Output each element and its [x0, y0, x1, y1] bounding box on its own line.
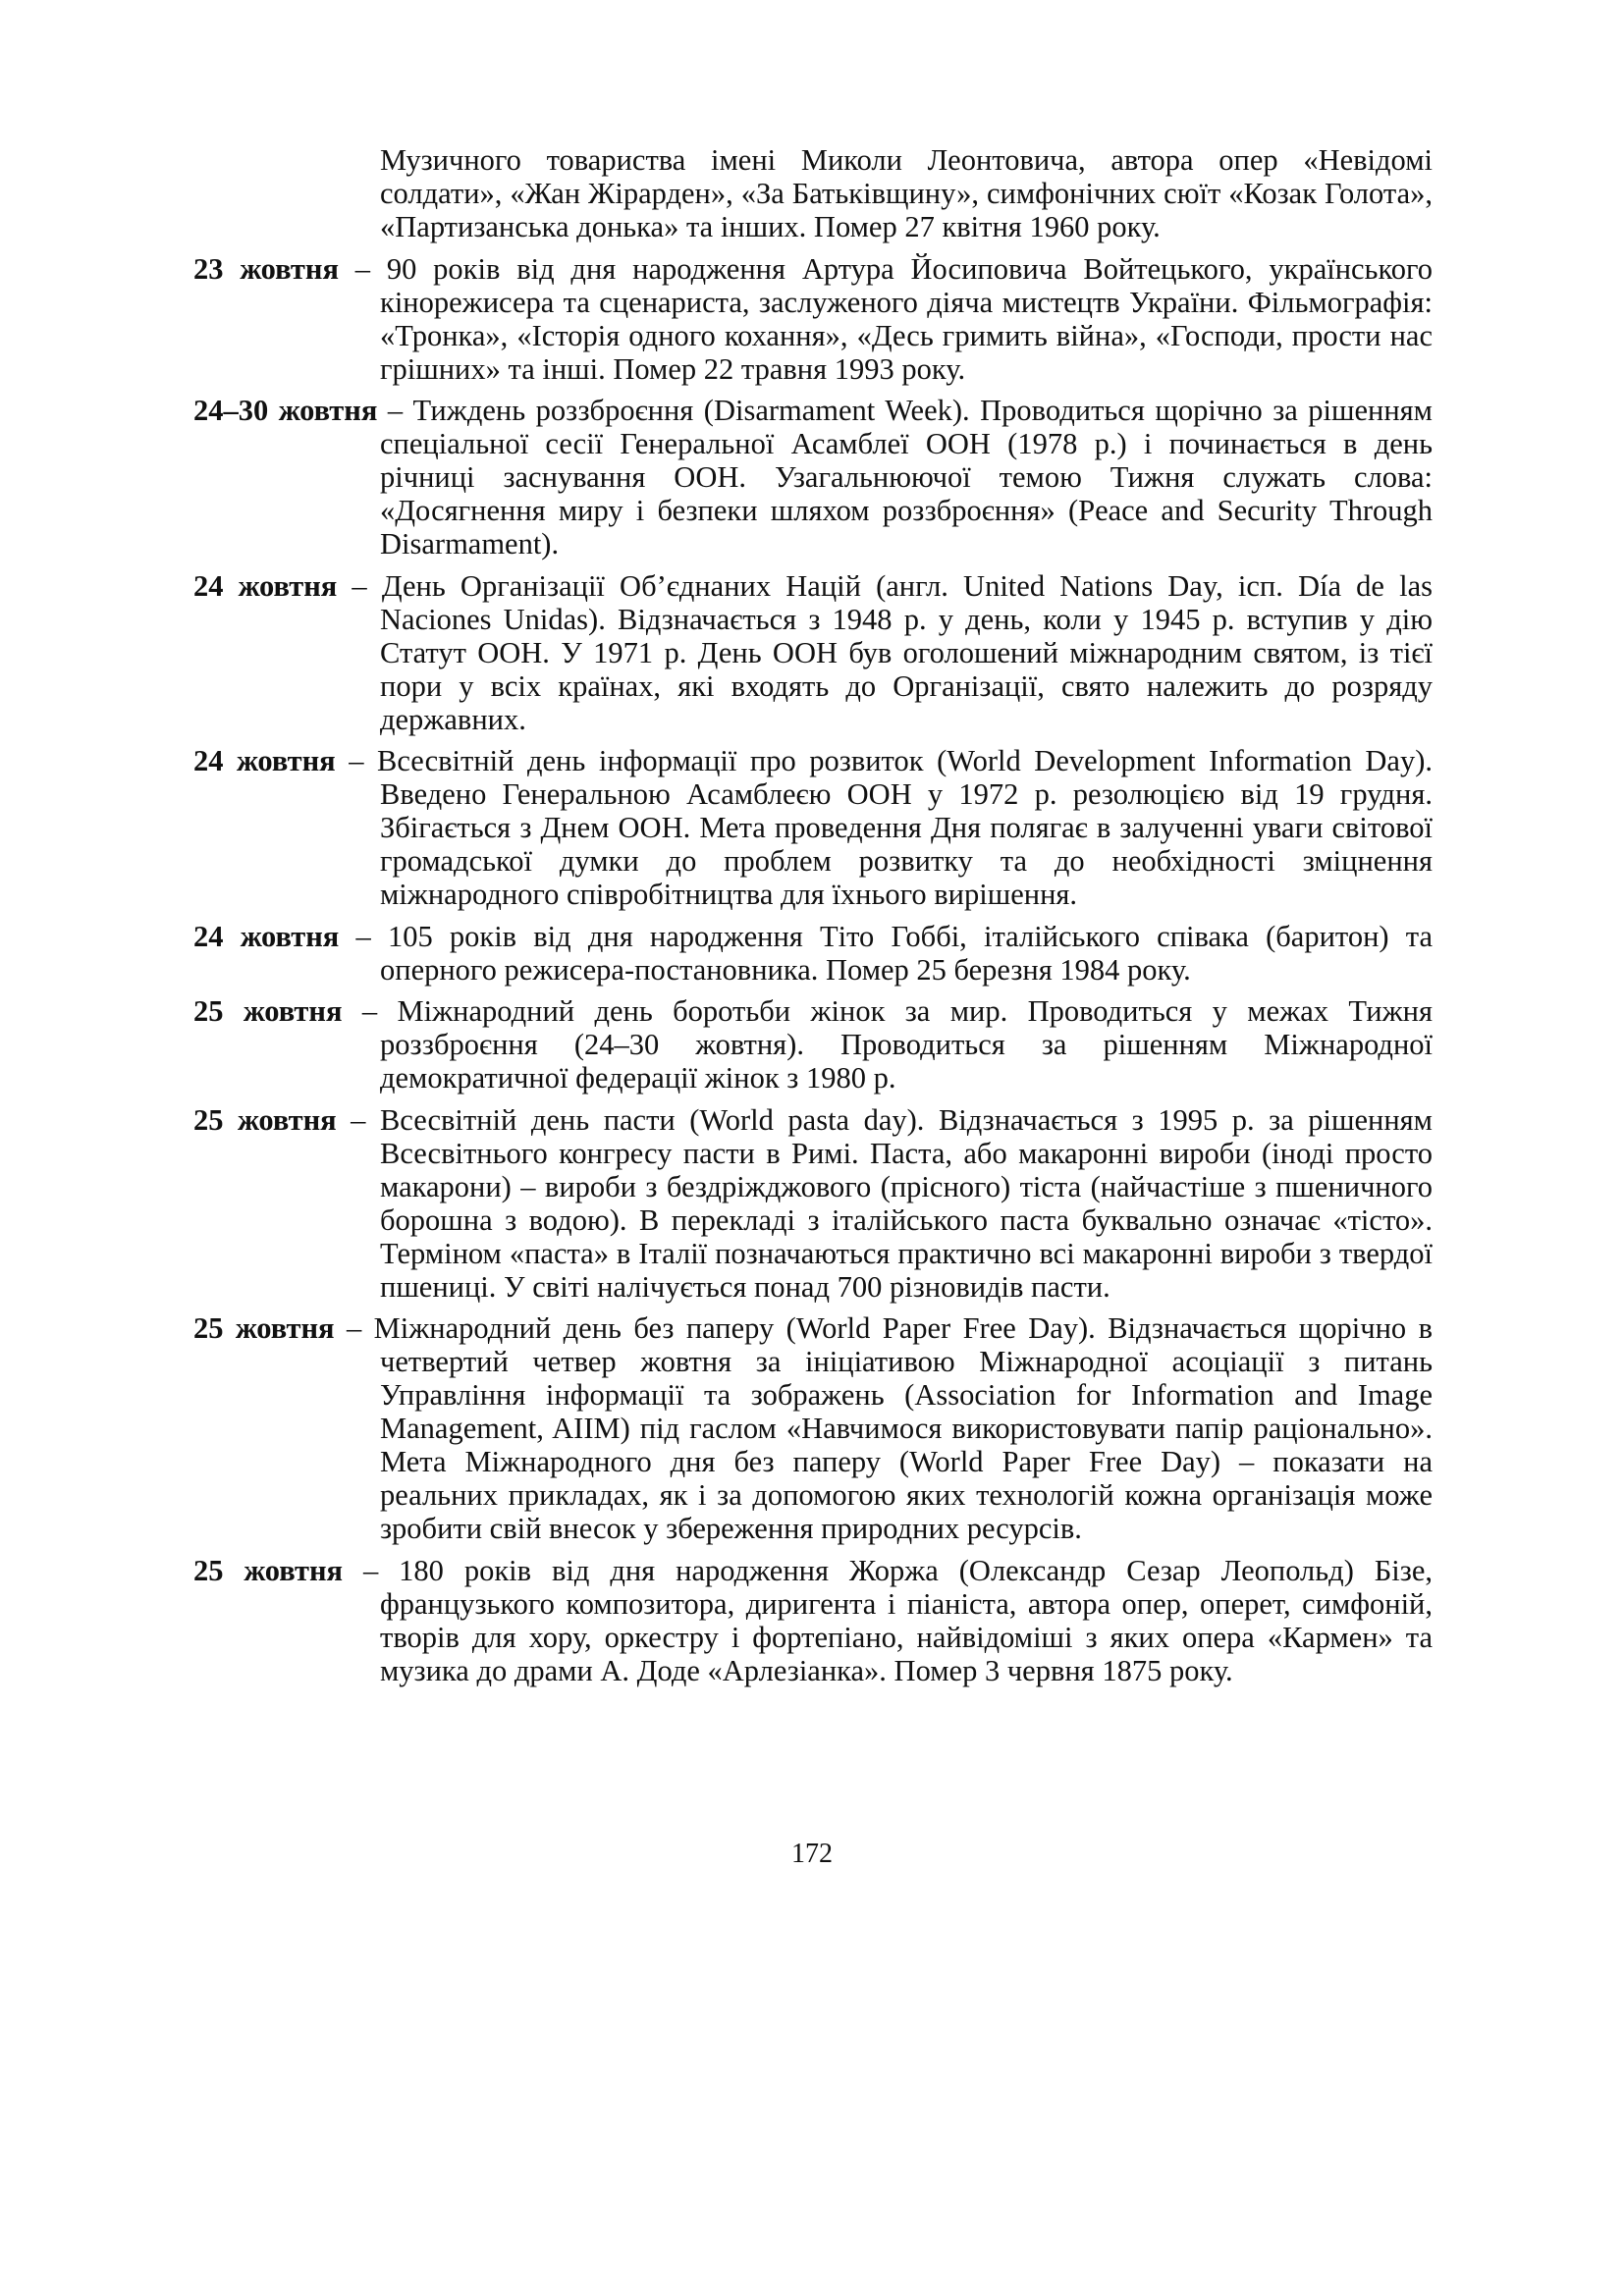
entry-text: – 90 років від дня народження Артура Йосиповича Войтецького, українського кінорежисера та сценариста, заслуженого діяча мистецтв України. Фільмографія: «Тронка», «Історія одного кохання», «Десь гримить війна», «Господи, прости нас грішних» та інші. Помер 22 травня 1993 року.	[338, 251, 1433, 386]
entry-date: 25 жовтня	[193, 1311, 335, 1345]
calendar-entry	[193, 1311, 1433, 1545]
entry-date: 24 жовтня	[193, 744, 336, 777]
calendar-entry	[193, 1103, 1433, 1304]
entry-date: 25 жовтня	[193, 1102, 337, 1137]
calendar-entry	[193, 994, 1433, 1095]
entry-date: 23 жовтня	[193, 251, 339, 286]
calendar-entry	[193, 920, 1433, 987]
entry-date: 24 жовтня	[193, 568, 338, 603]
calendar-entry	[193, 569, 1433, 736]
entry-date: 25 жовтня	[193, 1553, 344, 1587]
entry-text: – Міжнародний день без паперу (World Paper Free Day). Відзначається щорічно в четвертий четвер жовтня за ініціативою Міжнародної асоціації з питань Управління інформації та зображень (Association for Information and Image Management, AIIM) під гаслом «Навчимося використовувати папір раціонально». Мета Міжнародного дня без паперу (World Paper Free Day) – показати на реальних прикладах, як і за допомогою яких технологій кожна організація може зробити свій внесок у збереження природних ресурсів.	[334, 1311, 1433, 1545]
entry-text: – Всесвітній день пасти (World pasta day). Відзначається з 1995 р. за рішенням Всесвітнього конгресу пасти в Римі. Паста, або макаронні вироби (іноді просто макарони) – вироби з бездріжджового (прісного) тіста (найчастіше з пшеничного борошна з водою). В перекладі з італійського паста буквально означає «тісто». Терміном «паста» в Італії позначаються практично всі макаронні вироби з твердої пшениці. У світі налічується понад 700 різновидів пасти.	[336, 1102, 1433, 1304]
entry-date: 24–30 жовтня	[193, 394, 378, 427]
entry-date: 24 жовтня	[193, 919, 340, 953]
entry-text: – День Організації Об’єднаних Націй (англ. United Nations Day, ісп. Día de las Naciones Unidas). Відзначається з 1948 р. у день, коли у 1945 р. вступив у дію Статут ООН. У 1971 р. День ООН був оголошений міжнародним святом, із тієї пори у всіх країнах, які входять до Організації, свято належить до розряду державних.	[337, 568, 1433, 736]
entry-date: 25 жовтня	[193, 994, 343, 1028]
calendar-entry	[193, 252, 1433, 386]
entry-text: – 105 років від дня народження Тіто Гоббі, італійського співака (баритон) та оперного режисера-постановника. Помер 25 березня 1984 року.	[339, 919, 1433, 987]
calendar-page	[193, 143, 1433, 1695]
entry-text: – Міжнародний день боротьби жінок за мир. Проводиться у межах Тижня роззброєння (24–30 жовтня). Проводиться за рішенням Міжнародної демократичної федерації жінок з 1980 р.	[342, 994, 1433, 1095]
entry-text: – Тиждень роззброєння (Disarmament Week). Проводиться щорічно за рішенням спеціальної сесії Генеральної Асамблеї ООН (1978 р.) і починається в день річниці заснування ООН. Узагальнюючої темою Тижня служать слова: «Досягнення миру і безпеки шляхом роззброєння» (Peace and Security Through Disarmament).	[377, 394, 1433, 561]
calendar-entry	[193, 744, 1433, 911]
calendar-entry	[193, 394, 1433, 561]
page-number: 172	[791, 1839, 833, 1869]
continuation-paragraph: Музичного товариства імені Миколи Леонтовича, автора опер «Невідомі солдати», «Жан Жірарден», «За Батьківщину», симфонічних сюїт «Козак Голота», «Партизанська донька» та інших. Помер 27 квітня 1960 року.	[380, 143, 1433, 243]
entry-text: – 180 років від дня народження Жоржа (Олександр Сезар Леопольд) Бізе, французького композитора, диригента і піаніста, автора опер, оперет, симфоній, творів для хору, оркестру і фортепіано, найвідоміші з яких опера «Кармен» та музика до драми А. Доде «Арлезіанка». Помер 3 червня 1875 року.	[343, 1553, 1433, 1687]
calendar-entry	[193, 1554, 1433, 1687]
entry-text: – Всесвітній день інформації про розвиток (World Development Information Day). Введено Генеральною Асамблеєю ООН у 1972 р. резолюцією від 19 грудня. Збігається з Днем ООН. Мета проведення Дня полягає в залученні уваги світової громадської думки до проблем розвитку та до необхідності зміцнення міжнародного співробітництва для їхнього вирішення.	[335, 744, 1433, 911]
